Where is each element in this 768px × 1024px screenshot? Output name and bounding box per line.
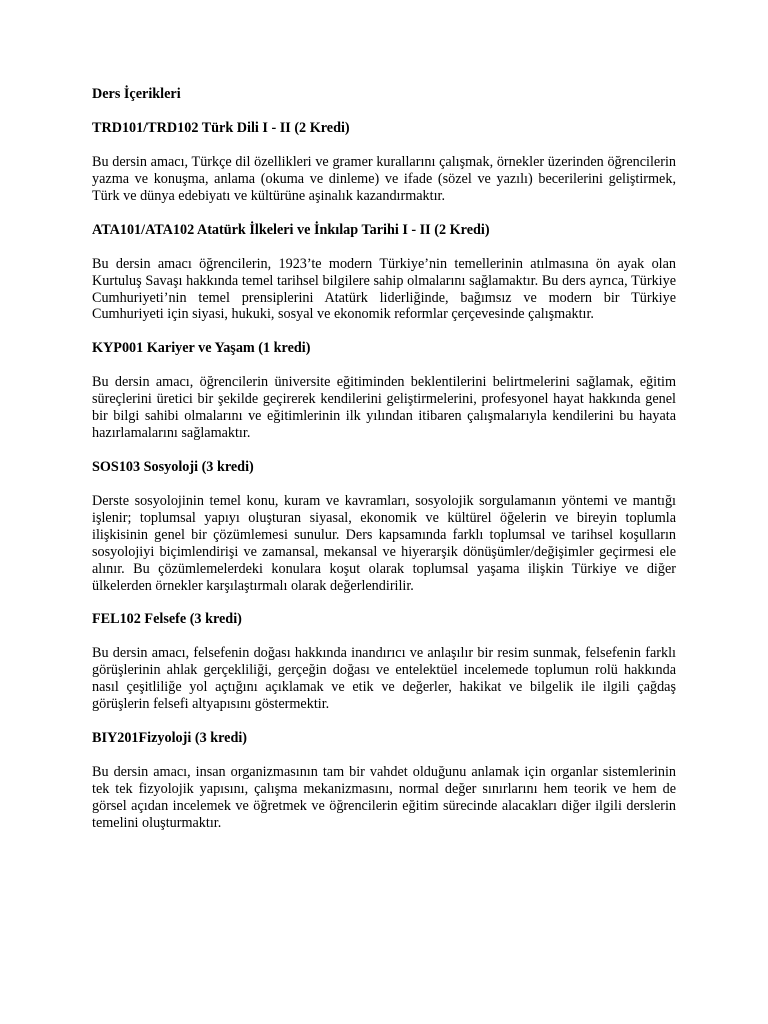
course-description: Bu dersin amacı, Türkçe dil özellikleri ve gramer kurallarını çalışmak, örnekler üzerinden öğrencilerin yazma ve konuşma, anlama (okuma ve dinleme) ve ifade (sözel ve yazılı) becerilerini geliştirmek, Türk ve dünya edebiyatı ve kültürüne aşinalık kazandırmaktır.: [92, 154, 676, 204]
course-heading: BIY201Fizyoloji (3 kredi): [92, 730, 248, 747]
course-heading: SOS103 Sosyoloji (3 kredi): [92, 458, 254, 475]
course-heading: KYP001 Kariyer ve Yaşam (1 kredi): [92, 340, 311, 357]
course-section: [92, 340, 676, 442]
course-description: Bu dersin amacı öğrencilerin, 1923’te modern Türkiye’nin temellerinin atılmasına ön ayak olan Kurtuluş Savaşı hakkında temel tarihsel bilgilere sahip olmalarını sağlamaktır. Bu ders ayrıca, Türkiye Cumhuriyeti’nin temel prensiplerini Atatürk liderliğinde, bağımsız ve modern bir Türkiye Cumhuriyeti için siyasi, hukuki, sosyal ve ekonomik reformlar çerçevesinde çalışmaktır.: [92, 255, 676, 323]
course-heading: FEL102 Felsefe (3 kredi): [92, 611, 242, 628]
course-section: [92, 222, 676, 324]
course-description: Derste sosyolojinin temel konu, kuram ve kavramları, sosyolojik sorgulamanın yöntemi ve mantığı işlenir; toplumsal yapıyı oluşturan siyasal, ekonomik ve kültürel öğelerin ve bireyin toplumla ilişkisinin genel bir çözümlemesi sunulur. Ders kapsamında farklı toplumsal ve tarihsel koşulların sosyolojiyi biçimlendirişi ve zamansal, mekansal ve hiyerarşik dönüşümler/değişimler geçirmesi ele alınır. Bu çözümlemelerdeki konulara koşut olarak toplumsal yaşama ilişkin Türkiye ve diğer ülkelerden örnekler karşılaştırmalı olarak değerlendirilir.: [92, 492, 676, 594]
course-description: Bu dersin amacı, öğrencilerin üniversite eğitiminden beklentilerini belirtmelerini sağlamak, eğitim süreçlerini üretici bir şekilde geçirerek kendilerini geliştirmelerini, profesyonel hayat hakkında genel bir bilgi sahibi olmalarını ve eğitimlerinin ilk yılından itibaren çalışmalarıyla kendilerini bu hayata hazırlamalarını sağlamaktır.: [92, 374, 676, 442]
course-description: Bu dersin amacı, felsefenin doğası hakkında inandırıcı ve anlaşılır bir resim sunmak, felsefenin farklı görüşlerinin ahlak gerçekliliği, gerçeğin doğası ve entelektüel incelemede toplumun rolü hakkında nasıl çeşitliliğe yol açtığını açıklamak ve etik ve değerler, hakikat ve bilgelik ile ilgili çağdaş görüşlerin felsefi altyapısını göstermektir.: [92, 645, 676, 713]
course-section: [92, 459, 676, 594]
course-description: Bu dersin amacı, insan organizmasının tam bir vahdet olduğunu anlamak için organlar sistemlerinin tek tek fizyolojik yapısını, çalışma mekanizmasını, normal değer sınırlarını hem teorik ve hem de görsel açıdan incelemek ve öğretmek ve öğrencilerin eğitim sürecinde alacakları diğer ilgili derslerin temelini oluşturmaktır.: [92, 764, 676, 831]
document-page: [92, 86, 676, 849]
course-section: [92, 730, 676, 832]
course-heading: TRD101/TRD102 Türk Dili I - II (2 Kredi): [92, 120, 350, 136]
course-section: [92, 120, 676, 205]
course-heading: ATA101/ATA102 Atatürk İlkeleri ve İnkılap Tarihi I - II (2 Kredi): [92, 221, 490, 238]
course-section: [92, 611, 676, 713]
document-title: Ders İçerikleri: [92, 86, 181, 102]
